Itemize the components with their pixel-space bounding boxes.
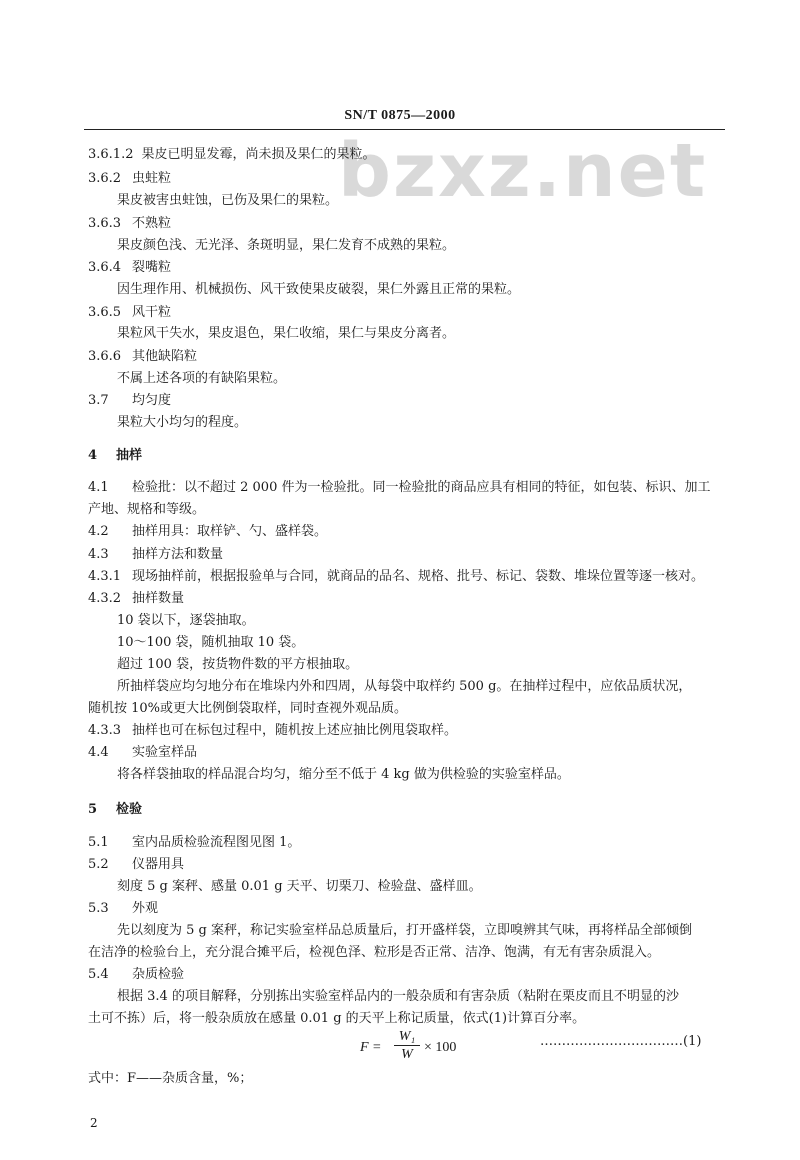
clause-body: 果粒风干失水，果皮退色，果仁收缩，果仁与果皮分离者。 — [117, 326, 456, 341]
clause-line: 5.4 杂质检验 — [88, 967, 185, 982]
clause-line: 4.3.2 抽样数量 — [88, 591, 185, 606]
clause-line: 4.1 检验批：以不超过 2 000 件为一检验批。同一检验批的商品应具有相同的特征，如包装、标识、加工 — [88, 480, 711, 495]
clause-line: 3.6.6 其他缺陷粒 — [88, 349, 198, 364]
clause-continuation: 随机按 10%或更大比例倒袋取样，同时查视外观品质。 — [88, 701, 408, 716]
section-heading: 5 检验 — [88, 802, 143, 817]
formula-fraction — [394, 1029, 420, 1064]
section-heading: 4 抽样 — [88, 448, 143, 463]
clause-continuation: 产地、规格和等级。 — [88, 502, 206, 517]
watermark: bzxz.net — [338, 128, 708, 214]
clause-line: 4.3 抽样方法和数量 — [88, 547, 224, 562]
clause-body: 将各样袋抽取的样品混合均匀，缩分至不低于 4 kg 做为供检验的实验室样品。 — [117, 767, 570, 782]
clause-line: 5.1 室内品质检验流程图见图 1。 — [88, 835, 301, 850]
clause-body: 10 袋以下，逐袋抽取。 — [117, 613, 255, 628]
clause-line: 4.2 抽样用具：取样铲、勺、盛样袋。 — [88, 524, 328, 539]
variable-definition: 式中：F——杂质含量，%； — [88, 1071, 253, 1086]
clause-continuation: 土可不拣）后，将一般杂质放在感量 0.01 g 的天平上称记质量，依式(1)计算百分率。 — [88, 1011, 586, 1026]
page-number: 2 — [90, 1116, 98, 1130]
formula-numerator: W₁ — [394, 1029, 420, 1046]
clause-body: 果皮颜色浅、无光泽、条斑明显，果仁发育不成熟的果粒。 — [117, 238, 456, 253]
clause-line: 5.3 外观 — [88, 901, 159, 916]
clause-body: 果粒大小均匀的程度。 — [117, 415, 248, 430]
clause-line: 4.4 实验室样品 — [88, 745, 198, 760]
clause-body: 超过 100 袋，按货物件数的平方根抽取。 — [117, 657, 359, 672]
clause-body: 根据 3.4 的项目解释，分别拣出实验室样品内的一般杂质和有害杂质（粘附在栗皮而且不明显的沙 — [117, 989, 679, 1004]
clause-line: 3.6.4 裂嘴粒 — [88, 260, 172, 275]
clause-body: 10～100 袋，随机抽取 10 袋。 — [117, 635, 305, 650]
clause-line: 3.6.3 不熟粒 — [88, 216, 172, 231]
clause-body: 刻度 5 g 案秤、感量 0.01 g 天平、切栗刀、检验盘、盛样皿。 — [117, 879, 482, 894]
formula-denominator: W — [401, 1047, 413, 1062]
clause-line: 3.6.1.2 果皮已明显发霉，尚未损及果仁的果粒。 — [88, 147, 376, 162]
equation-number: ……………………………(1) — [540, 1034, 702, 1049]
clause-line: 3.6.2 虫蛀粒 — [88, 171, 172, 186]
clause-line: 3.6.5 风干粒 — [88, 305, 172, 320]
impurity-formula — [350, 1027, 490, 1067]
clause-line: 4.3.3 抽样也可在标包过程中，随机按上述应抽比例甩袋取样。 — [88, 723, 458, 738]
clause-line: 5.2 仪器用具 — [88, 857, 185, 872]
clause-continuation: 在洁净的检验台上，充分混合摊平后，检视色泽、粒形是否正常、洁净、饱满，有无有害杂质混入。 — [88, 945, 661, 960]
clause-body: 所抽样袋应均匀地分布在堆垛内外和四周，从每袋中取样约 500 g。在抽样过程中，应依品质状况， — [117, 679, 692, 694]
clause-body: 先以刻度为 5 g 案秤，称记实验室样品总质量后，打开盛样袋，立即嗅辨其气味，再将样品全部倾倒 — [117, 923, 692, 938]
clause-line: 4.3.1 现场抽样前，根据报验单与合同，就商品的品名、规格、批号、标记、袋数、堆垛位置等逐一核对。 — [88, 569, 705, 584]
clause-body: 因生理作用、机械损伤、风干致使果皮破裂，果仁外露且正常的果粒。 — [117, 282, 521, 297]
formula-lhs: F = — [360, 1040, 382, 1055]
clause-body: 果皮被害虫蛀蚀，已伤及果仁的果粒。 — [117, 193, 339, 208]
formula-rhs: × 100 — [424, 1040, 457, 1055]
standard-code: SN/T 0875—2000 — [344, 108, 456, 123]
clause-body: 不属上述各项的有缺陷果粒。 — [117, 371, 287, 386]
clause-line: 3.7 均匀度 — [88, 393, 172, 408]
